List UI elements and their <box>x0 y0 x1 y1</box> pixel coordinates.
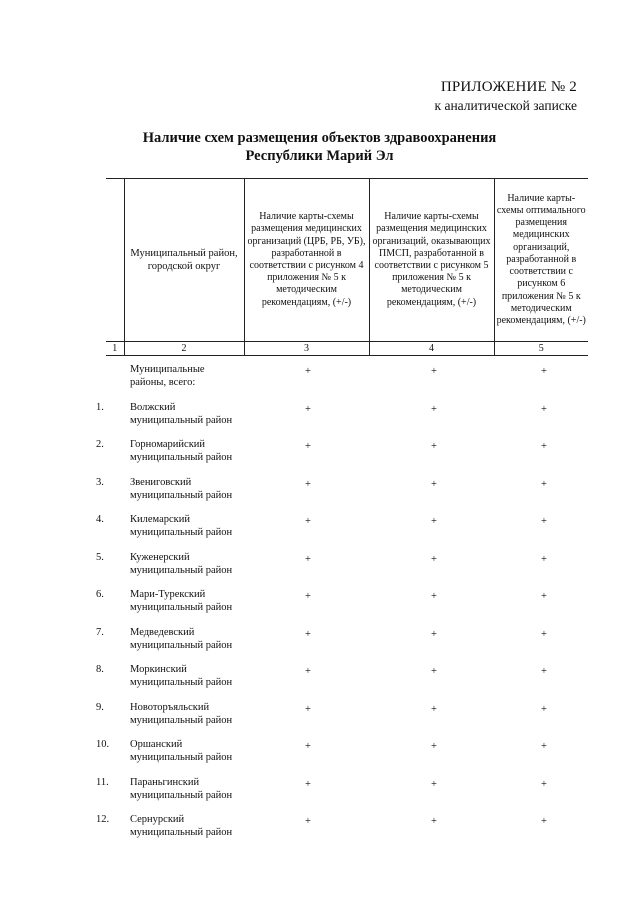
district-name <box>130 589 280 614</box>
appendix-label <box>435 78 577 115</box>
table-row <box>0 627 639 657</box>
value-col-5: + <box>541 554 547 565</box>
value-col-3: + <box>305 629 311 640</box>
document-title <box>0 129 639 165</box>
table-row <box>0 702 639 732</box>
district-name <box>130 402 280 427</box>
table-row <box>0 552 639 582</box>
district-name-line-1: Новоторъяльский <box>130 702 210 713</box>
value-col-4: + <box>431 404 437 415</box>
column-number: 4 <box>369 342 494 356</box>
value-col-5: + <box>541 741 547 752</box>
value-col-3: + <box>305 591 311 602</box>
table-row <box>0 514 639 544</box>
table-row <box>0 364 639 394</box>
table-header <box>106 178 588 356</box>
value-col-3: + <box>305 366 311 377</box>
value-col-5: + <box>541 404 547 415</box>
district-name-line-2: районы, всего: <box>130 376 196 388</box>
column-number: 5 <box>494 342 588 356</box>
table-row <box>0 589 639 619</box>
row-number: 5. <box>96 552 104 563</box>
header-col-5: Наличие карты-схемы оптимального размещения медицинских организаций, разработанной в соответствии с рисунком 6 приложения № 5 к методическим рекомендациям, (+/-) <box>494 179 588 342</box>
appendix-note: к аналитической записке <box>434 98 577 113</box>
header-row <box>106 179 588 342</box>
value-col-4: + <box>431 666 437 677</box>
table-row <box>0 777 639 807</box>
district-name-line-2: муниципальный район <box>130 789 233 801</box>
value-col-3: + <box>305 479 311 490</box>
value-col-5: + <box>541 479 547 490</box>
district-name-line-2: муниципальный район <box>130 414 233 426</box>
value-col-3: + <box>305 666 311 677</box>
title-line-2: Республики Марий Эл <box>245 148 394 164</box>
header-col-2: Муниципальный район, городской округ <box>124 179 244 342</box>
district-name-line-1: Сернурский <box>130 814 185 825</box>
district-name-line-1: Мари-Турекский <box>130 589 206 600</box>
district-name <box>130 439 280 464</box>
value-col-5: + <box>541 666 547 677</box>
district-name-line-1: Звениговский <box>130 477 192 488</box>
column-number: 1 <box>106 342 124 356</box>
header-col-3: Наличие карты-схемы размещения медицинских организаций (ЦРБ, РБ, УБ), разработанной в соответствии с рисунком 4 приложения № 5 к методическим рекомендациям, (+/-) <box>244 179 369 342</box>
column-number-row <box>106 342 588 356</box>
value-col-3: + <box>305 404 311 415</box>
appendix-number: ПРИЛОЖЕНИЕ № 2 <box>440 79 577 95</box>
row-number: 7. <box>96 627 104 638</box>
header-col-1 <box>106 179 124 342</box>
value-col-4: + <box>431 816 437 827</box>
district-name <box>130 702 280 727</box>
district-name-line-2: муниципальный район <box>130 676 233 688</box>
row-number: 9. <box>96 702 104 713</box>
column-number: 2 <box>124 342 244 356</box>
value-col-5: + <box>541 516 547 527</box>
district-name-line-1: Килемарский <box>130 514 191 525</box>
value-col-3: + <box>305 704 311 715</box>
value-col-4: + <box>431 516 437 527</box>
value-col-4: + <box>431 554 437 565</box>
district-name <box>130 477 280 502</box>
district-name <box>130 814 280 839</box>
district-name-line-2: муниципальный район <box>130 714 233 726</box>
district-name-line-2: муниципальный район <box>130 526 233 538</box>
district-name-line-1: Куженерский <box>130 552 190 563</box>
district-name <box>130 514 280 539</box>
district-name <box>130 627 280 652</box>
value-col-4: + <box>431 704 437 715</box>
value-col-3: + <box>305 779 311 790</box>
row-number: 10. <box>96 739 110 750</box>
value-col-5: + <box>541 366 547 377</box>
district-name-line-1: Оршанский <box>130 739 183 750</box>
row-number: 4. <box>96 514 104 525</box>
header-col-4: Наличие карты-схемы размещения медицинских организаций, оказывающих ПМСП, разработанной в соответствии с рисунком 5 приложения № 5 к методическим рекомендациям, (+/-) <box>369 179 494 342</box>
row-number: 11. <box>96 777 109 788</box>
table-row <box>0 477 639 507</box>
value-col-3: + <box>305 441 311 452</box>
value-col-4: + <box>431 779 437 790</box>
district-name-line-2: муниципальный район <box>130 826 233 838</box>
value-col-5: + <box>541 816 547 827</box>
district-name-line-2: муниципальный район <box>130 564 233 576</box>
row-number: 12. <box>96 814 110 825</box>
value-col-4: + <box>431 591 437 602</box>
row-number: 3. <box>96 477 104 488</box>
value-col-4: + <box>431 741 437 752</box>
value-col-5: + <box>541 779 547 790</box>
value-col-5: + <box>541 629 547 640</box>
value-col-4: + <box>431 441 437 452</box>
row-number: 6. <box>96 589 104 600</box>
value-col-4: + <box>431 366 437 377</box>
district-name <box>130 739 280 764</box>
value-col-4: + <box>431 479 437 490</box>
district-name-line-1: Параньгинский <box>130 777 200 788</box>
district-name <box>130 552 280 577</box>
district-name-line-1: Горномарийский <box>130 439 206 450</box>
district-name-line-1: Волжский <box>130 402 176 413</box>
district-name <box>130 364 280 389</box>
value-col-3: + <box>305 554 311 565</box>
value-col-3: + <box>305 816 311 827</box>
table-row <box>0 402 639 432</box>
district-name-line-2: муниципальный район <box>130 751 233 763</box>
row-number: 2. <box>96 439 104 450</box>
district-name-line-1: Моркинский <box>130 664 187 675</box>
value-col-3: + <box>305 516 311 527</box>
value-col-5: + <box>541 441 547 452</box>
table-row <box>0 664 639 694</box>
district-name <box>130 664 280 689</box>
table-row <box>0 814 639 844</box>
table-row <box>0 439 639 469</box>
district-name <box>130 777 280 802</box>
column-number: 3 <box>244 342 369 356</box>
row-number: 8. <box>96 664 104 675</box>
value-col-5: + <box>541 591 547 602</box>
district-name-line-1: Муниципальные <box>130 364 205 375</box>
district-name-line-2: муниципальный район <box>130 601 233 613</box>
value-col-5: + <box>541 704 547 715</box>
title-line-1: Наличие схем размещения объектов здравоохранения <box>142 130 497 146</box>
district-name-line-2: муниципальный район <box>130 489 233 501</box>
district-name-line-1: Медведевский <box>130 627 195 638</box>
value-col-3: + <box>305 741 311 752</box>
district-name-line-2: муниципальный район <box>130 639 233 651</box>
district-name-line-2: муниципальный район <box>130 451 233 463</box>
row-number: 1. <box>96 402 104 413</box>
table-row <box>0 739 639 769</box>
value-col-4: + <box>431 629 437 640</box>
